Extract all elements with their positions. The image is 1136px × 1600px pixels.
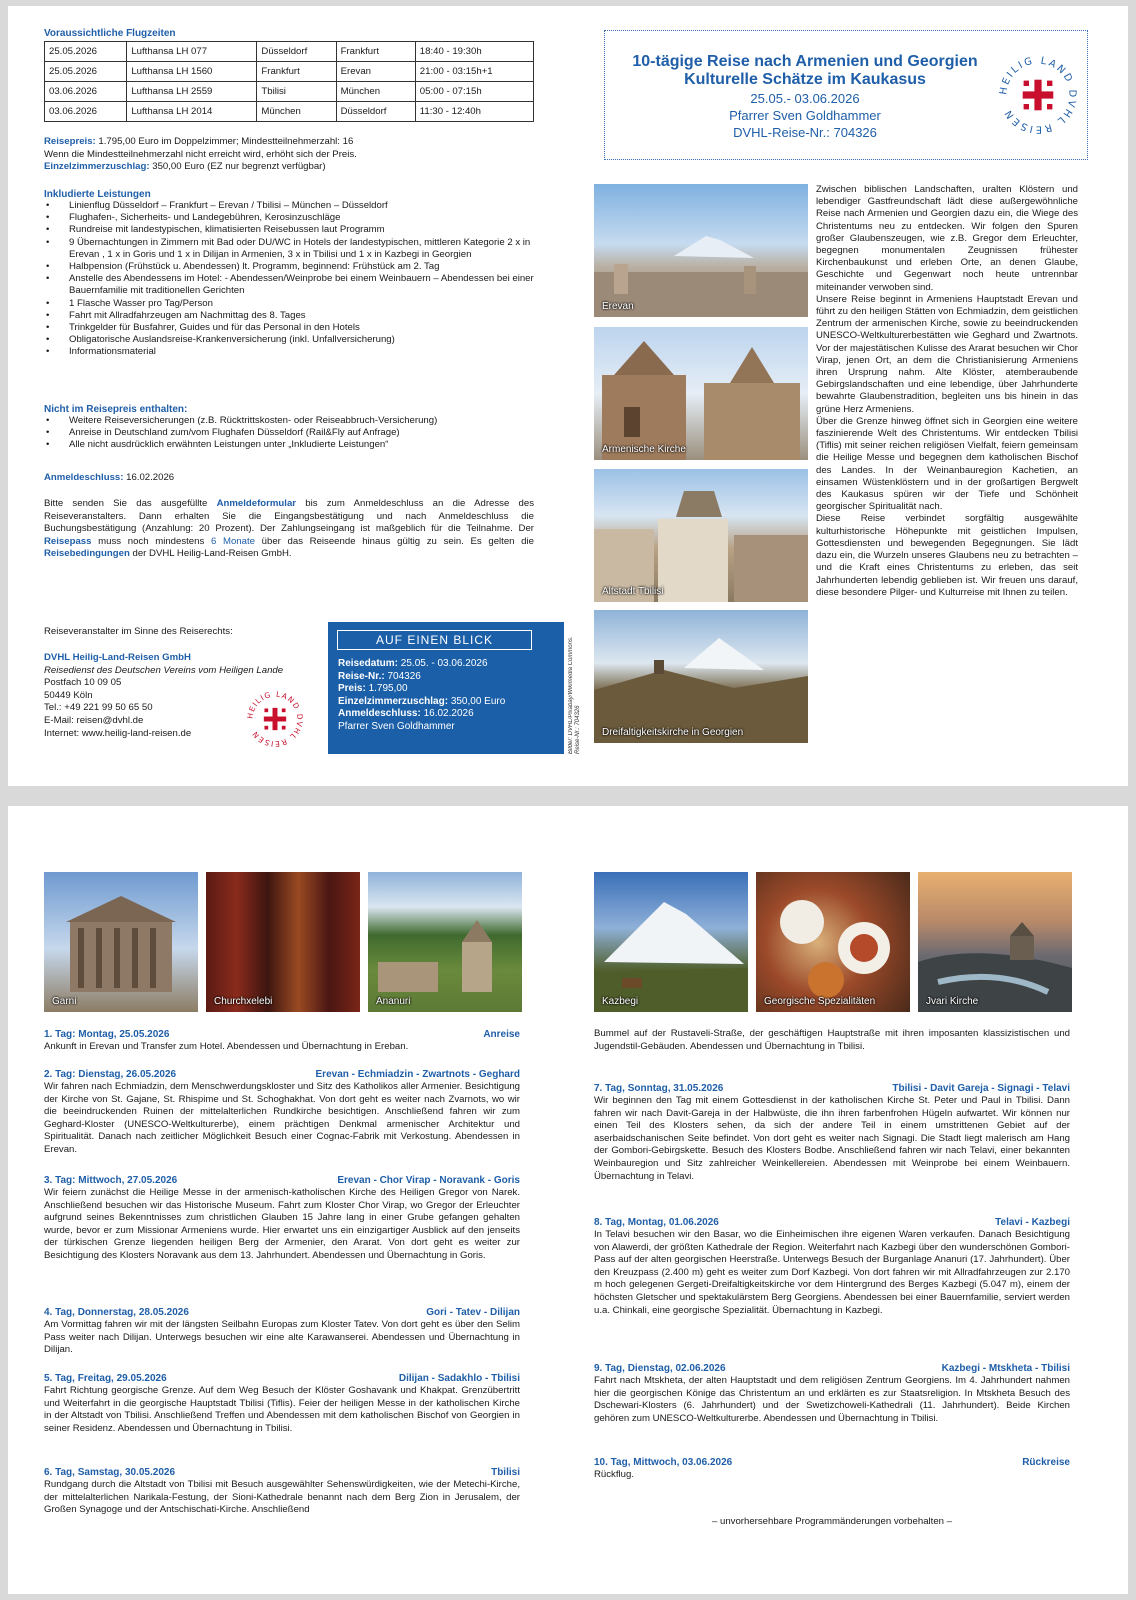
flight-row [45, 102, 534, 122]
photo-armenian-church [594, 327, 808, 460]
photo-caption: Georgische Spezialitäten [764, 996, 876, 1007]
deadline-value: 16.02.2026 [126, 472, 175, 483]
day-1 [44, 1028, 520, 1054]
single-room-text: 350,00 Euro (EZ nur begrenzt verfügbar) [152, 161, 326, 173]
organizer-email[interactable]: E-Mail: reisen@dvhl.de [44, 714, 144, 726]
day-3 [44, 1174, 520, 1263]
logo-text: HEILIG LAND DVHL REISEN [998, 55, 1078, 135]
footer-note: – unvorhersehbare Programmänderungen vorbehalten – [712, 1516, 952, 1527]
registration-form-link[interactable]: Anmeldeformular [216, 498, 297, 509]
list-item: • Informationsmaterial [44, 346, 534, 358]
glance-nr: 704326 [387, 670, 421, 682]
flight-from: Tbilisi [257, 82, 336, 102]
price-text: 1.795,00 Euro im Doppelzimmer; Mindestteilnehmerzahl: 16 [98, 136, 354, 147]
photo-churchxelebi [206, 872, 360, 1012]
day-10 [594, 1456, 1070, 1482]
photo-georgian-food [756, 872, 910, 1012]
photo-garni [44, 872, 198, 1012]
photo-caption: Garni [52, 996, 77, 1007]
organizer-name: DVHL Heilig-Land-Reisen GmbH [44, 652, 191, 663]
day-title: 10. Tag, Mittwoch, 03.06.2026 [594, 1457, 733, 1468]
brochure-page-1 [8, 6, 1128, 786]
flight-date: 03.06.2026 [45, 102, 127, 122]
travel-conditions-link[interactable]: Reisebedingungen [44, 548, 130, 560]
image-credits [568, 622, 582, 754]
photo-caption: Altstadt Tbilisi [602, 586, 664, 597]
glance-price-label: Preis: [338, 683, 366, 694]
day-route: Dilijan - Sadakhlo - Tbilisi [398, 1373, 520, 1384]
photo-ananuri [368, 872, 522, 1012]
day-6 [44, 1466, 520, 1517]
day-title: 9. Tag, Dienstag, 02.06.2026 [594, 1363, 726, 1374]
photo-erevan [594, 184, 808, 317]
registration-text [44, 498, 534, 561]
reg-text-5: der DVHL Heilig-Land-Reisen GmbH. [129, 548, 292, 560]
flight-from: Frankfurt [257, 62, 336, 82]
list-item: • 9 Übernachtungen in Zimmern mit Bad oder DU/WC in Hotels der landestypischen, mittleren Kategorie 2 x in Erevan , 1 x in Goris und 1 x in Dilijan in Armenien, 3 x in Tbilisi und 1 x in Kazbegi in Georgien [44, 237, 534, 261]
included-list [44, 200, 534, 359]
flight-to: Erevan [336, 62, 415, 82]
flight-times-title: Voraussichtliche Flugzeiten [44, 28, 176, 39]
intro-paragraph: Zwischen biblischen Landschaften, uralten Klöstern und lebendiger Gastfreundschaft lädt diese außergewöhnliche Reise nach Armenien und Georgien dazu ein, die Wiege des Christentums neu zu entdecken. Wir folgen den Spuren großer Glaubenszeugen, wie z.B. Gregor dem Erleuchter, begegnen monumentalen Zeugnissen frühester Kirchenbaukunst und erleben Orte, an denen Glaube, Geschichte und Gegenwart noch heute untrennbar miteinander verwoben sind. [816, 184, 1078, 293]
intro-text [816, 184, 1078, 599]
photo-caption: Armenische Kirche [602, 444, 686, 455]
glance-title: AUF EINEN BLICK [337, 630, 532, 650]
list-item: • Obligatorische Auslandsreise-Krankenversicherung (inkl. Unfallversicherung) [44, 334, 534, 346]
list-item: • Linienflug Düsseldorf – Frankfurt – Erevan / Tbilisi – München – Düsseldorf [44, 200, 534, 212]
day-title: 6. Tag, Samstag, 30.05.2026 [44, 1467, 176, 1478]
flight-flight: Lufthansa LH 2559 [127, 82, 257, 102]
flight-flight: Lufthansa LH 2014 [127, 102, 257, 122]
day-text: Wir fahren nach Echmiadzin, dem Menschwerdungskloster und Sitz des Katholikos aller Armenier. Besichtigung der Kirche von St. Gajane, St. Rhispime und St. Schoghakhat. Von dort geht es weiter nach Zvarnots, wo wir die beeindruckenden Ruinen der mittelalterlichen Rundkirche besichtigen. Anschließend fahren wir zum Geghard-Kloster (UNESCO-Weltkulturerbe), einem prächtigen Denkmal armenischer Architektur und Spiritualität. Danach nach zeitlicher Möglichkeit Besuch einer Cognac-Fabrik mit Verkostung. Abendessen in Erevan. [44, 1081, 520, 1155]
list-item: • Trinkgelder für Busfahrer, Guides und für das Personal in den Hotels [44, 322, 534, 334]
included-services [44, 189, 534, 359]
day-text: Ankunft in Erevan und Transfer zum Hotel. Abendessen und Übernachtung in Ereban. [44, 1041, 409, 1052]
flight-times [44, 28, 534, 122]
excluded-services [44, 404, 534, 452]
day-route: Rückreise [1022, 1457, 1070, 1468]
list-item: • Anstelle des Abendessens im Hotel: - Abendessen/Weinprobe bei einem Weinbauern – Abendessen bei einer Bauernfamilie mit traditionellen Gerichten [44, 273, 534, 297]
intro-paragraph: Über die Grenze hinweg öffnet sich in Georgien eine weitere faszinierende Welt des Christentums. Wir entdecken Tbilisi (Tiflis) mit seiner reichen religiösen Vielfalt, feiern gemeinsam die Heilige Messe und begegnen dem katholischen Bischof des Landes. In der Weinanbauregion Kachetien, an einsamen Wüstenklöstern und in der großartigen Bergwelt des Kaukasus spüren wir der Tiefe und Schönheit georgischer Spiritualität nach. [816, 415, 1078, 513]
glance-single-label: Einzelzimmerzuschlag: [338, 695, 449, 707]
organizer-city: 50449 Köln [44, 689, 93, 701]
excluded-title: Nicht im Reisepreis enthalten: [44, 404, 188, 415]
list-item: • Halbpension (Frühstück u. Abendessen) lt. Programm, beginnend: Frühstück am 2. Tag [44, 261, 534, 273]
glance-nr-label: Reise-Nr.: [338, 670, 385, 682]
single-room-label: Einzelzimmerzuschlag: [44, 161, 150, 173]
photo-caption: Kazbegi [602, 996, 639, 1007]
day-title: 3. Tag: Mittwoch, 27.05.2026 [44, 1175, 178, 1186]
reg-text-3: muss noch mindestens [91, 535, 211, 547]
flight-time: 21:00 - 03:15h+1 [415, 62, 533, 82]
glance-leader: Pfarrer Sven Goldhammer [338, 720, 455, 732]
price-block [44, 136, 534, 174]
included-title: Inkludierte Leistungen [44, 189, 151, 200]
organizer-web[interactable]: Internet: www.heilig-land-reisen.de [44, 727, 192, 739]
day-route: Telavi - Kazbegi [995, 1217, 1070, 1228]
day-6-continued [594, 1028, 1070, 1053]
flight-date: 03.06.2026 [45, 82, 127, 102]
flight-table [44, 41, 534, 122]
list-item: • Weitere Reiseversicherungen (z.B. Rücktrittskosten- oder Reiseabbruch-Versicherung) [44, 415, 534, 427]
reg-text-1: Bitte senden Sie das ausgefüllte [44, 498, 217, 509]
day-title: 4. Tag, Donnerstag, 28.05.2026 [44, 1307, 189, 1318]
glance-date: 25.05. - 03.06.2026 [400, 658, 488, 669]
deadline-label: Anmeldeschluss: [44, 472, 124, 483]
list-item: • 1 Flasche Wasser pro Tag/Person [44, 298, 534, 310]
day-route: Kazbegi - Mtskheta - Tbilisi [941, 1363, 1070, 1374]
title-line-2: Kulturelle Schätze im Kaukasus [684, 71, 926, 88]
photo-trinity-church [594, 610, 808, 743]
day-title: 5. Tag, Freitag, 29.05.2026 [44, 1373, 167, 1384]
brochure-page-2 [8, 806, 1128, 1594]
day-route: Anreise [483, 1029, 520, 1040]
list-item: • Anreise in Deutschland zum/vom Flughafen Düsseldorf (Rail&Fly auf Anfrage) [44, 427, 534, 439]
flight-flight: Lufthansa LH 077 [127, 42, 257, 62]
six-months-highlight: 6 Monate [210, 535, 255, 547]
flight-time: 05:00 - 07:15h [415, 82, 533, 102]
at-a-glance-box [328, 622, 564, 754]
dvhl-logo [993, 49, 1083, 141]
flight-to: München [336, 82, 415, 102]
flight-to: Frankfurt [336, 42, 415, 62]
flight-from: Düsseldorf [257, 42, 336, 62]
day-text: In Telavi besuchen wir den Basar, wo die Einheimischen ihre eigenen Waren verkaufen. Danach Besichtigung von Alawerdi, der größten Kathedrale der Region. Weiterfahrt nach Kazbegi über den wunderschönen Gombori-Pass auf der alten georgischen Heerstraße. Unterwegs Besuch der Burganlage Ananuri (17. Jahrhundert). Über den Kreuzpass (2.400 m) geht es weiter zum Dorf Kazbegi. Von dort fahren wir mit Allradfahrzeugen zur 2.170 m hoch gelegenen Gergeti-Dreifaltigkeitskirche vor dem Hintergrund des Berges Kazbegi (5.047 m), einem der höchsten Gletscher und spektakulärstem Berg Georgiens. Abendessen bei einer Bauernfamilie, serviert werden u.a. Chinkali, eine georgische Spezialität. Übernachtung in Kazbegi. [594, 1229, 1070, 1316]
flight-row [45, 62, 534, 82]
reg-text-4: über das Reiseende hinaus gültig zu sein. Es gelten die [254, 535, 534, 547]
photo-caption: Ananuri [376, 996, 411, 1007]
day-9 [594, 1362, 1070, 1425]
organizer-intro: Reiseveranstalter im Sinne des Reiserechts: [44, 626, 233, 637]
day-route: Tbilisi [491, 1467, 520, 1478]
photo-caption: Churchxelebi [214, 996, 273, 1007]
photo-jvari [918, 872, 1072, 1012]
flight-from: München [257, 102, 336, 122]
glance-date-label: Reisedatum: [338, 658, 399, 669]
title-leader: Pfarrer Sven Goldhammer [729, 108, 881, 123]
flight-to: Düsseldorf [336, 102, 415, 122]
flight-date: 25.05.2026 [45, 62, 127, 82]
day-title: 2. Tag: Dienstag, 26.05.2026 [44, 1069, 177, 1080]
day-2 [44, 1068, 520, 1157]
title-trip-number: DVHL-Reise-Nr.: 704326 [733, 125, 877, 140]
list-item: • Fahrt mit Allradfahrzeugen am Nachmittag des 8. Tages [44, 310, 534, 322]
photo-caption: Dreifaltigkeitskirche in Georgien [602, 727, 744, 738]
day-route: Tbilisi - Davit Gareja - Signagi - Telavi [892, 1083, 1070, 1094]
day-route: Erevan - Chor Virap - Noravank - Goris [337, 1175, 520, 1186]
dvhl-logo-small [244, 688, 306, 750]
excluded-list [44, 415, 534, 452]
day-title: 7. Tag, Sonntag, 31.05.2026 [594, 1083, 724, 1094]
day-4 [44, 1306, 520, 1357]
intro-paragraph: Diese Reise verbindet sorgfältig ausgewählte kulturhistorische Höhepunkte mit geistlichen Impulsen, Gottesdiensten und bewegenden Begegnungen. Sie lädt dazu ein, die Wurzeln unseres Glaubens neu zu betrachten – und die Kraft eines Christentums zu erleben, das seit Jahrhunderten lebendig geblieben ist. Wir freuen uns darauf, diese besondere Pilger- und Kulturreise mit Ihnen zu teilen. [816, 513, 1078, 598]
organizer-phone: Tel.: +49 221 99 50 65 50 [44, 702, 153, 714]
passport-link[interactable]: Reisepass [44, 535, 92, 547]
glance-single: 350,00 Euro [450, 695, 506, 707]
intro-paragraph: Unsere Reise beginnt in Armeniens Hauptstadt Erevan und führt zu den heiligen Stätten von Echmiadzin, dem geistlichen Zentrum der armenischen Kirche, sowie zu beeindruckenden UNESCO-Weltkulturerbestätten wie Geghard und Zwartnots. Vor der majestätischen Kulisse des Ararat besuchen wir Chor Virap, jenen Ort, an dem die Christianisierung Armeniens ihren Ursprung nahm. Alte Klöster, atemberaubende Gebirgslandschaften und eine lebendige, über Jahrhunderte bewahrte Glaubenstradition, begleiten uns bis hinein in das grüne Herz Armeniens. [816, 293, 1078, 415]
flight-time: 11:30 - 12:40h [415, 102, 533, 122]
title-line-1: 10-tägige Reise nach Armenien und Georgien [632, 53, 978, 70]
day-7 [594, 1082, 1070, 1183]
list-item: • Flughafen-, Sicherheits- und Landegebühren, Kerosinzuschläge [44, 212, 534, 224]
glance-deadline-label: Anmeldeschluss: [338, 708, 421, 719]
day-title: 8. Tag, Montag, 01.06.2026 [594, 1217, 719, 1228]
day-text: Wir beginnen den Tag mit einem Gottesdienst in der katholischen Kirche St. Peter und Paul in Tbilisi. Dann fahren wir nach Davit-Gareja in der Halbwüste, die ihn ihren farbenfrohen Hügeln aufwartet. Wir können nur einen Teil des Klosters sehen, da sich der andere Teil in einem umstrittenen Gebiet auf der aserbaidschanischen Seite befindet. Von dort geht es weiter nach Signagi. Die Stadt liegt malerisch am Hang der Gombori-Gebirgskette. Besuch des Klosters Bodbe. Anschließend fahren wir nach Telavi, einer bekannten Weinbauregion und Sitz zahlreicher Weinkellereien. Abendessen mit Weinprobe bei einem Weinbauern. Übernachtung in Telavi. [594, 1095, 1070, 1182]
flight-row [45, 42, 534, 62]
title-dates: 25.05.- 03.06.2026 [750, 91, 860, 106]
glance-price: 1.795,00 [368, 683, 408, 694]
flight-flight: Lufthansa LH 1560 [127, 62, 257, 82]
day-text: Wir feiern zunächst die Heilige Messe in der armenisch-katholischen Kirche des Heiligen Gregor von Narek. Anschließend besuchen wir das Historische Museum. Fahrt zum Kloster Chor Virap, wo Gregor der Erleuchter aufgrund seines Bekenntnisses zum christlichen Glauben 15 Jahre lang in einer Grube gefangen gehalten wurde, bevor er zum Missionar Armeniens wurde. Hier erwartet uns ein einzigartiger Ausblick auf den jenseits der türkischen Grenze liegenden heiligen Berg der Armenier, den Ararat. Von dort geht es weiter zur Besichtigung des Klosters Noravank aus dem 13. Jahrhundert. Abendessen und Übernachtung in Goris. [44, 1187, 520, 1261]
photo-caption: Jvari Kirche [926, 996, 979, 1007]
image-credits-text: Bilder: DVHL/Pixabay/Wikimedia Commons. Reise-Nr.: 704326 [568, 636, 581, 754]
day-text: Am Vormittag fahren wir mit der längsten Seilbahn Europas zum Kloster Tatev. Von dort geht es über den Selim Pass weiter nach Dilijan. Unterwegs besuchen wir eine alte Karawanserei. Abendessen und Übernachtung in Dilijan. [44, 1319, 520, 1356]
day-5 [44, 1372, 520, 1435]
day-text: Rundgang durch die Altstadt von Tbilisi mit Besuch ausgewählter Sehenswürdigkeiten, wie der Metechi-Kirche, der mittelalterlichen Narikala-Festung, der Sioni-Kathedrale benannt nach dem Berg Zion in Jerusalem, der Großen Synagoge und der Antschischati-Kirche. Anschließend [44, 1479, 520, 1516]
list-item: • Alle nicht ausdrücklich erwähnten Leistungen unter „Inkludierte Leistungen“ [44, 439, 534, 451]
photo-caption: Erevan [602, 301, 634, 312]
reg-text-2: bis zum Anmeldeschluss an die Adresse des Reiseveranstalters. Dann erhalten Sie die Eingangsbestätigung und nach Anmeldeschluss die Buchungsbestätigung (Anzahlung: 20 Prozent). Der Zahlungseingang ist maßgeblich für die Teilnahme. Der [44, 498, 534, 535]
day-text: Bummel auf der Rustaveli-Straße, der geschäftigen Hauptstraße mit ihren imposanten klassizistischen und Jugendstil-Gebäuden. Abendessen und Übernachtung in Tbilisi. [594, 1028, 1070, 1052]
title-box [604, 30, 1088, 160]
day-text: Fahrt nach Mtskheta, der alten Hauptstadt und dem religiösen Zentrum Georgiens. Im 4. Jahrhundert nahmen hier die georgischen Könige das Christentum an und erklärten es zur Staatsreligion. In Mtskheta Besuch des Dschewari-Klosters (6. Jahrhundert) und der Swetizchoweli-Kathedrali (11. Jahrhundert). Beide Kirchen gehören zum UNESCO-Weltkulturerbe. Abendessen und Übernachtung in Tbilisi. [594, 1375, 1070, 1424]
organizer-subtitle: Reisedienst des Deutschen Vereins vom Heiligen Lande [44, 664, 284, 676]
flight-row [45, 82, 534, 102]
day-title: 1. Tag: Montag, 25.05.2026 [44, 1029, 170, 1040]
organizer-po-box: Postfach 10 09 05 [44, 677, 122, 689]
deadline [44, 472, 174, 485]
price-label: Reisepreis: [44, 136, 96, 147]
day-8 [594, 1216, 1070, 1317]
photo-kazbegi [594, 872, 748, 1012]
flight-time: 18:40 - 19:30h [415, 42, 533, 62]
day-route: Erevan - Echmiadzin - Zwartnots - Geghard [315, 1069, 520, 1080]
logo-small-text: HEILIG LAND DVHL REISEN [245, 689, 305, 749]
glance-deadline: 16.02.2026 [423, 708, 474, 719]
day-text: Fahrt Richtung georgische Grenze. Auf dem Weg Besuch der Klöster Goshavank und Khakpat. Grenzübertritt und Weiterfahrt in die georgische Hauptstadt Tbilisi (Tiflis). Feier der heiligen Messe in der katholischen Kirche in der Altstadt von Tbilisi. Anschließend Treffen und Abendessen mit dem katholischen Bischof von Georgien in seiner Residenz. Abendessen und Übernachtung in Tbilisi. [44, 1385, 520, 1434]
price-note: Wenn die Mindestteilnehmerzahl nicht erreicht wird, erhöht sich der Preis. [44, 148, 357, 160]
flight-date: 25.05.2026 [45, 42, 127, 62]
photo-old-town-tbilisi [594, 469, 808, 602]
day-text: Rückflug. [594, 1469, 634, 1480]
day-route: Gori - Tatev - Dilijan [426, 1307, 520, 1318]
list-item: • Rundreise mit landestypischen, klimatisierten Reisebussen laut Programm [44, 224, 534, 236]
